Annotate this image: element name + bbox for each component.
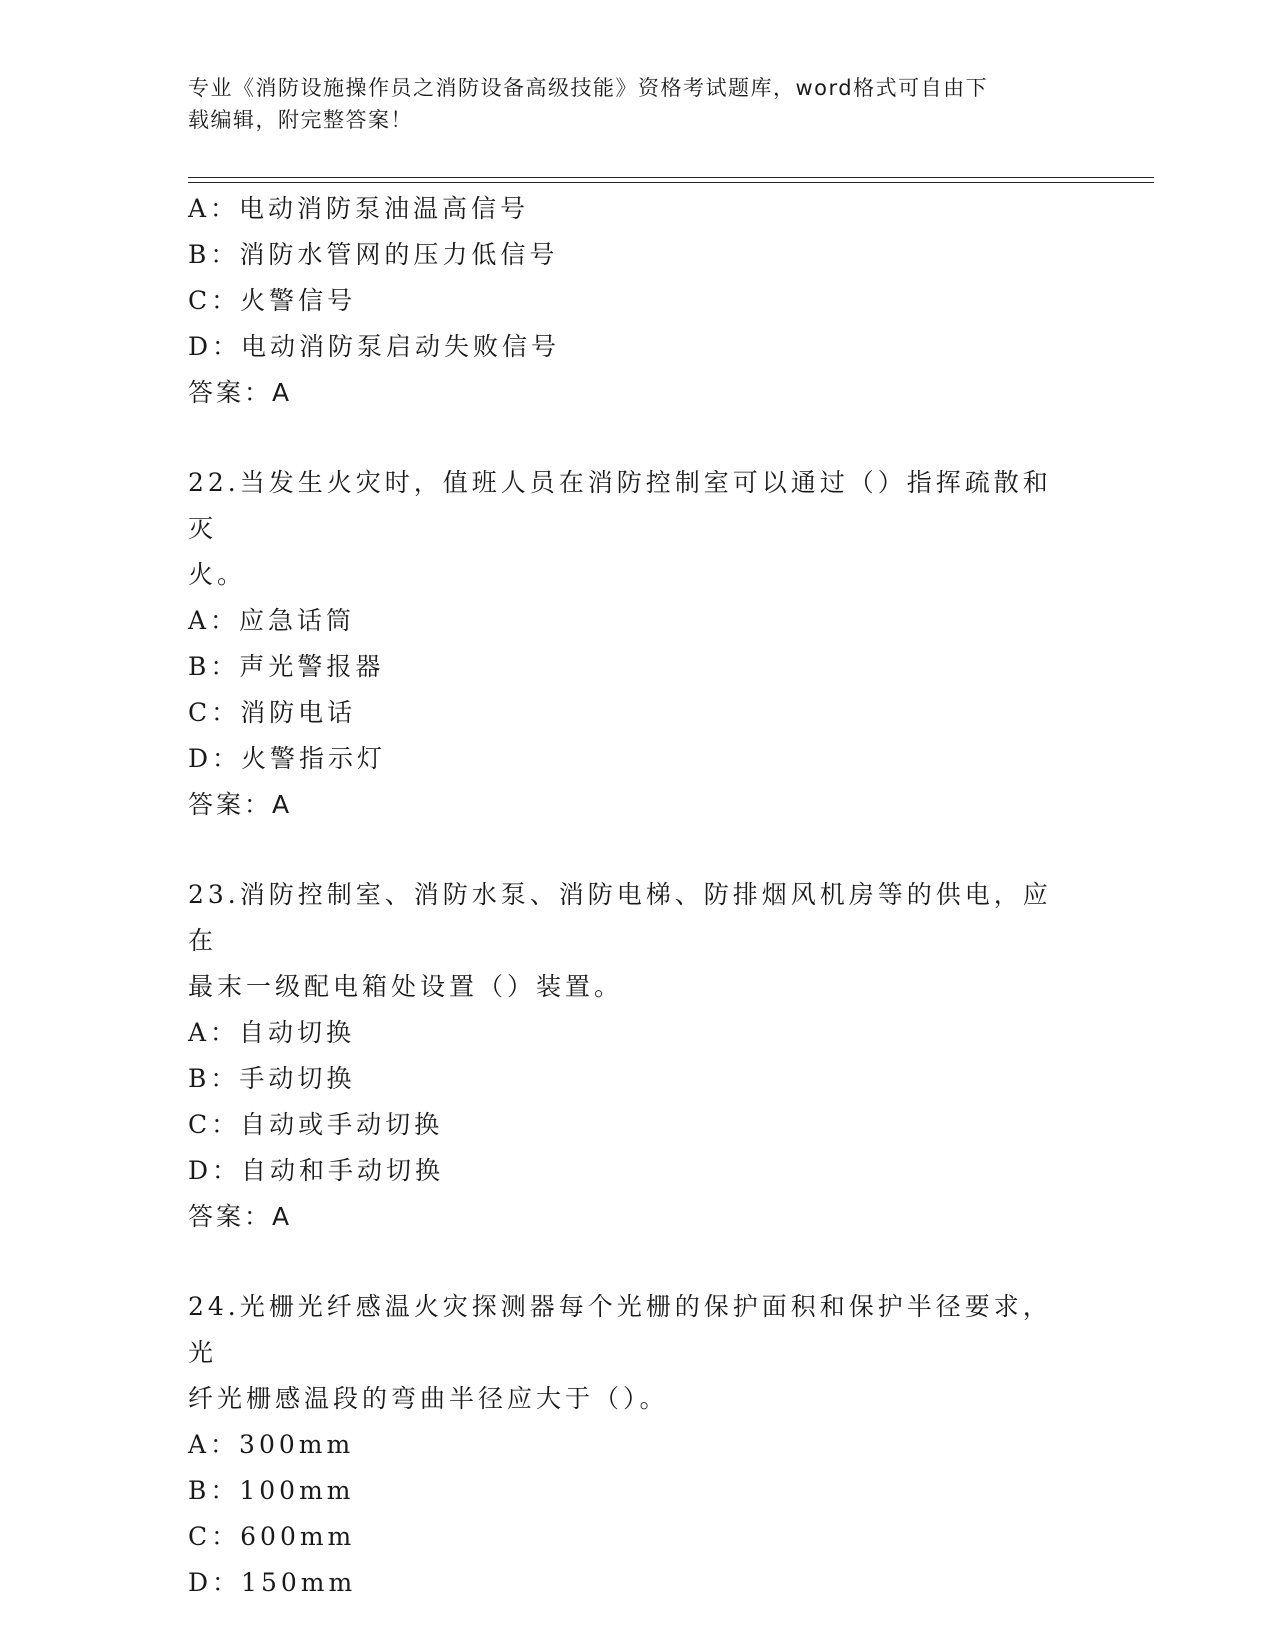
spacer [188, 828, 1088, 872]
question-stem-line-1: 22.当发生火灾时，值班人员在消防控制室可以通过（）指挥疏散和灭 [188, 468, 1052, 543]
spacer [188, 1240, 1088, 1284]
question-stem-line-2: 最末一级配电箱处设置（）装置。 [188, 972, 624, 1001]
option-d: D：自动和手动切换 [188, 1156, 445, 1185]
option-d: D：150mm [188, 1568, 357, 1597]
option-c: C：火警信号 [188, 286, 357, 315]
header-divider-top [188, 177, 1154, 178]
option-a: A：自动切换 [188, 1018, 356, 1047]
answer-line: 答案：A [188, 378, 293, 407]
header-line-2: 载编辑，附完整答案！ [188, 108, 413, 132]
question-23 [188, 872, 1088, 1240]
document-header [188, 72, 1068, 136]
question-24 [188, 1284, 1088, 1606]
option-d: D：火警指示灯 [188, 744, 387, 773]
header-line-1: 专业《消防设施操作员之消防设备高级技能》资格考试题库，word格式可自由下 [188, 76, 989, 100]
question-stem-line-1: 24.光栅光纤感温火灾探测器每个光栅的保护面积和保护半径要求，光 [188, 1292, 1052, 1367]
answer-line: 答案：A [188, 1202, 293, 1231]
question-list [188, 186, 1088, 1606]
option-c: C：自动或手动切换 [188, 1110, 444, 1139]
option-a: A：应急话筒 [188, 606, 356, 635]
question-stem-line-2: 火。 [188, 560, 247, 589]
option-b: B：消防水管网的压力低信号 [188, 240, 559, 269]
option-c: C：600mm [188, 1522, 356, 1551]
question-stem-line-2: 纤光栅感温段的弯曲半径应大于（）。 [188, 1384, 669, 1413]
header-divider-bottom [188, 182, 1154, 183]
spacer [188, 416, 1088, 460]
option-d: D：电动消防泵启动失败信号 [188, 332, 561, 361]
question-stem-line-1: 23.消防控制室、消防水泵、消防电梯、防排烟风机房等的供电，应在 [188, 880, 1052, 955]
option-c: C：消防电话 [188, 698, 357, 727]
answer-line: 答案：A [188, 790, 293, 819]
option-b: B：声光警报器 [188, 652, 385, 681]
option-a: A：300mm [188, 1430, 355, 1459]
question-21 [188, 186, 1088, 416]
option-a: A：电动消防泵油温高信号 [188, 194, 530, 223]
question-22 [188, 460, 1088, 828]
option-b: B：100mm [188, 1476, 355, 1505]
option-b: B：手动切换 [188, 1064, 356, 1093]
